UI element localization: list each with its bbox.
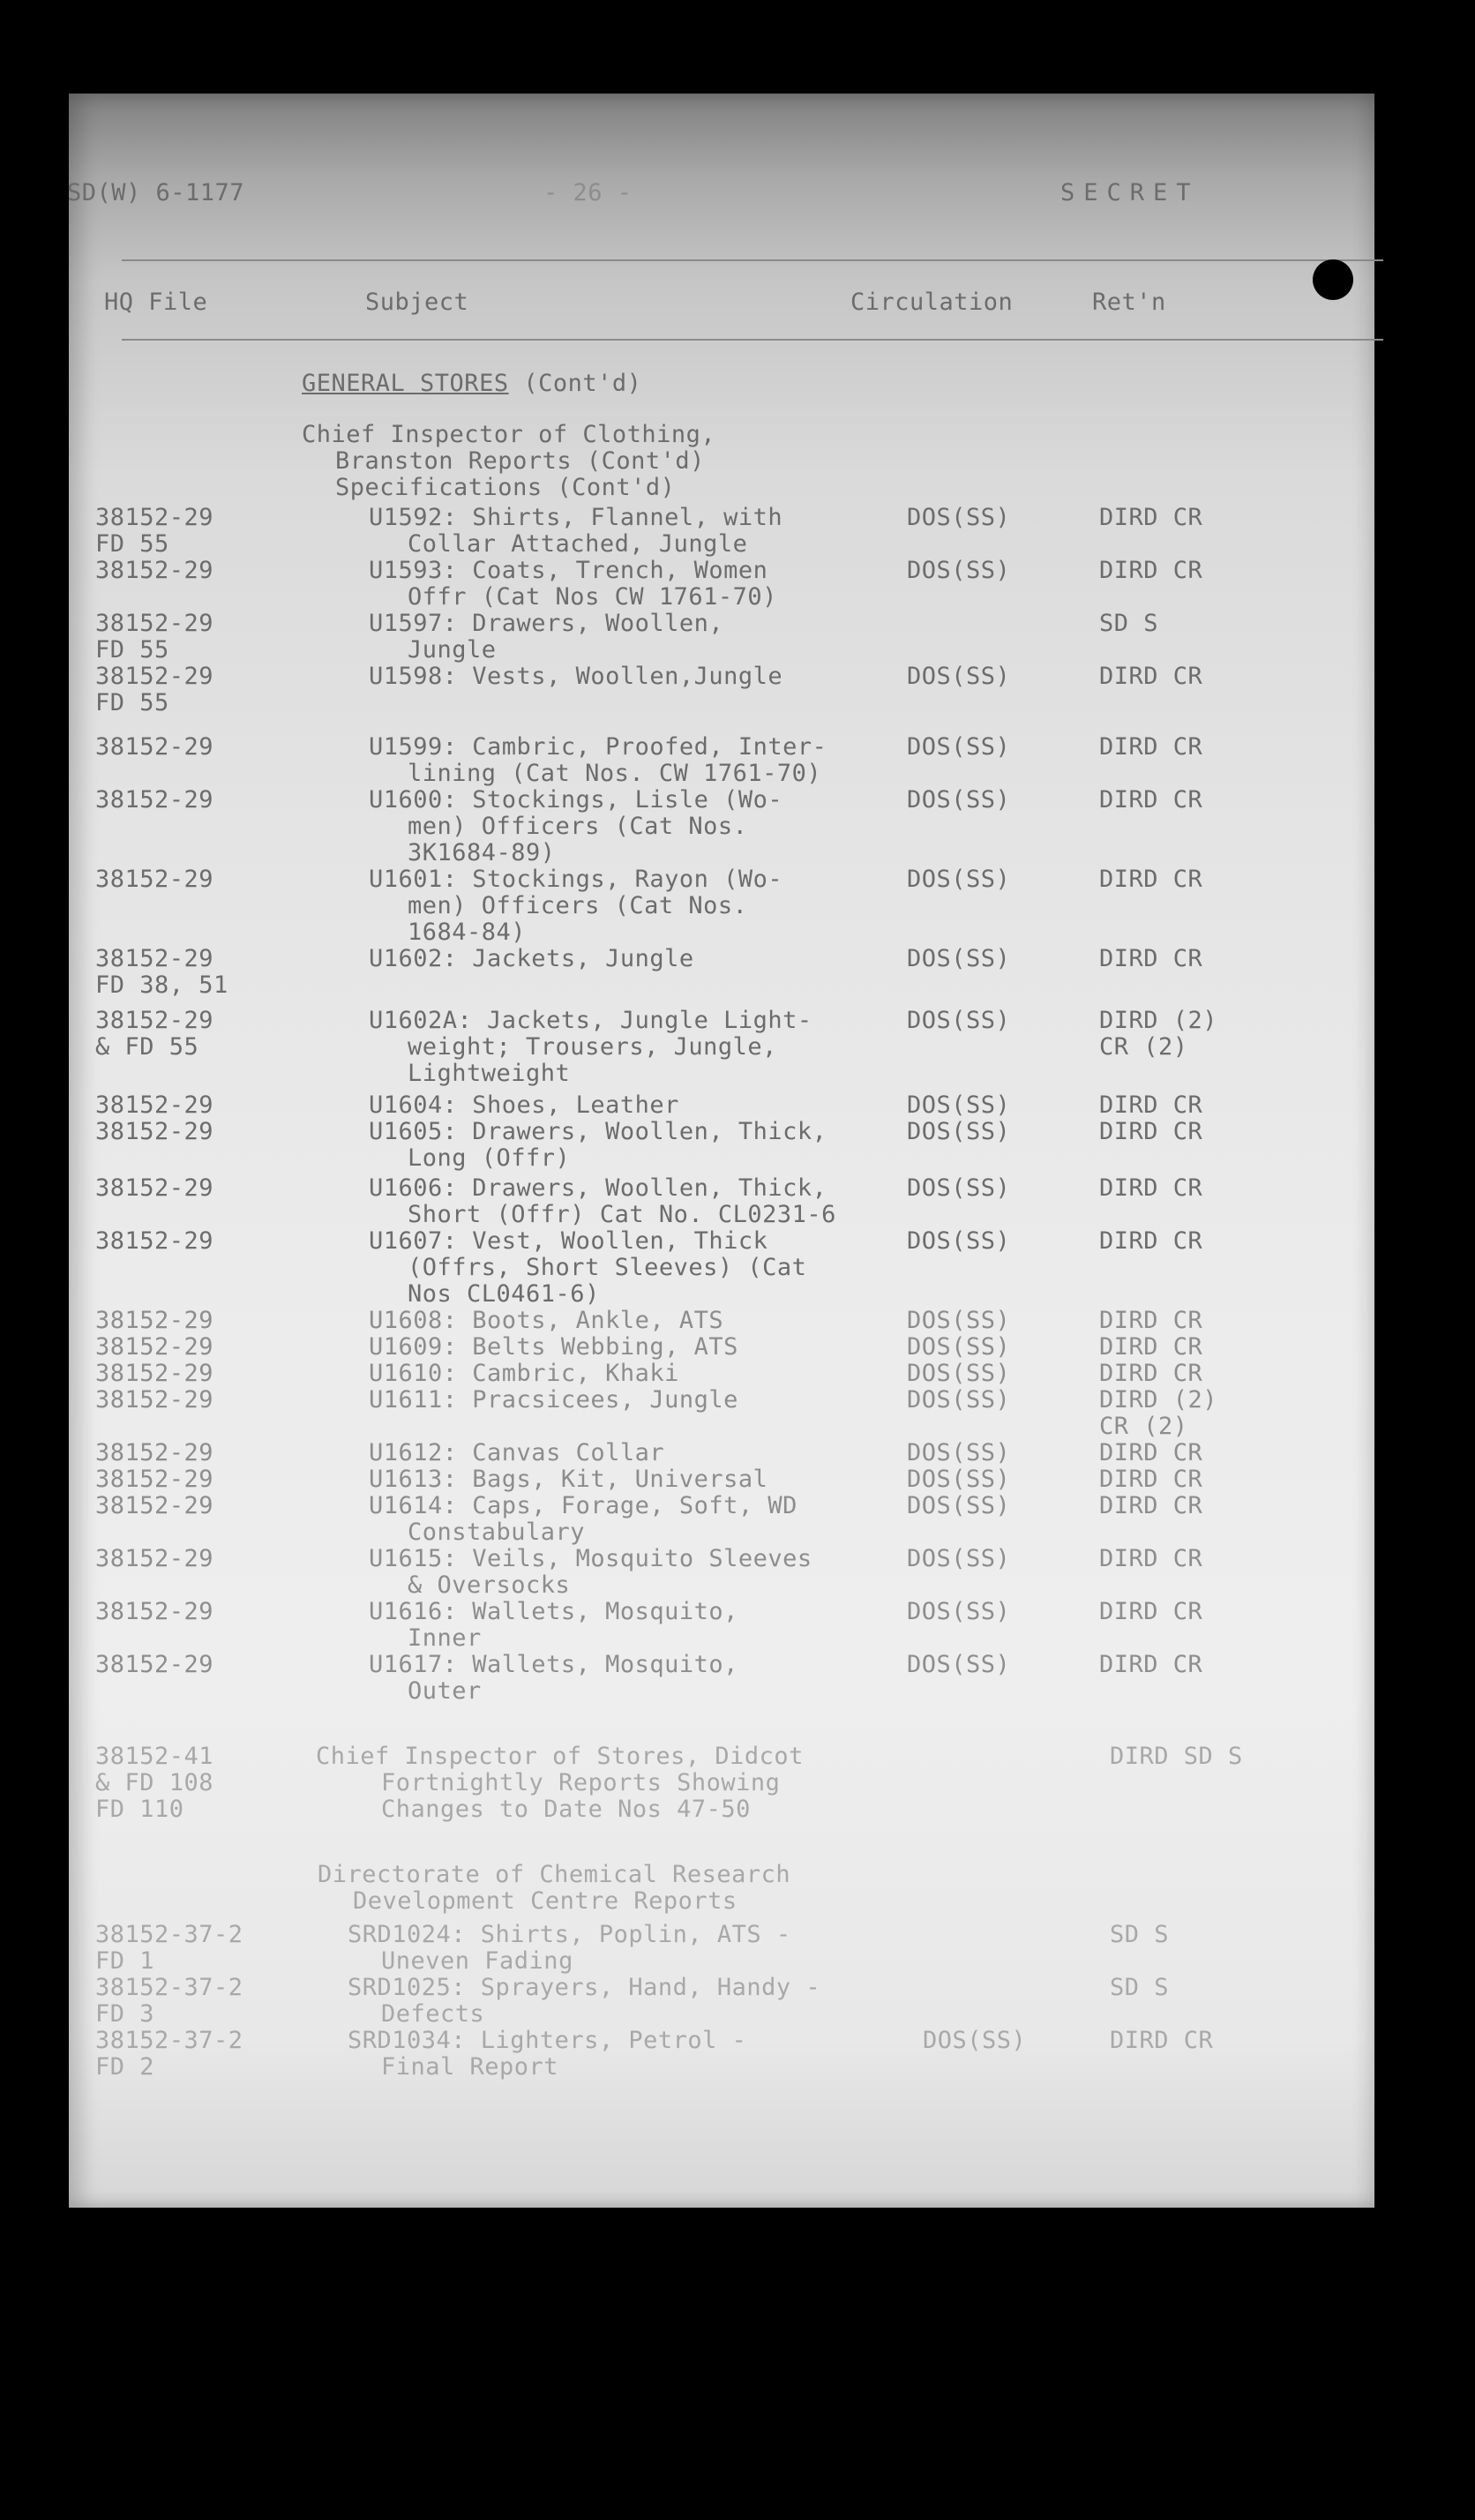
entry-subject: U1613: Bags, Kit, Universal [369,1466,768,1493]
entry-retention: DIRD SD S [1110,1743,1243,1770]
entry-file-ref: 38152-29 [95,1386,214,1414]
entry-retention: DIRD (2) [1099,1007,1218,1034]
header-rule-bottom [122,339,1383,341]
entry-retention: SD S [1110,1921,1170,1948]
entry-retention: CR (2) [1099,1033,1188,1061]
entry-circulation: DOS(SS) [907,1007,1011,1034]
entry-subject: Collar Attached, Jungle [408,530,748,558]
entry-circulation: DOS(SS) [907,1333,1011,1361]
entry-circulation: DOS(SS) [907,1118,1011,1145]
entry-file-ref: FD 38, 51 [95,971,228,999]
entry-subject: U1614: Caps, Forage, Soft, WD [369,1492,797,1519]
entry-retention: DIRD CR [1099,1466,1203,1493]
entry-file-ref: 38152-37-2 [95,1921,243,1948]
entry-circulation: DOS(SS) [907,1360,1011,1387]
entry-subject: U1616: Wallets, Mosquito, [369,1598,738,1625]
entry-subject: Long (Offr) [408,1144,571,1172]
entry-subject: lining (Cat Nos. CW 1761-70) [408,760,822,787]
page-number: - 26 - [543,179,633,206]
entry-circulation: DOS(SS) [907,663,1011,690]
entry-subject: U1599: Cambric, Proofed, Inter- [369,733,827,761]
entry-file-ref: 38152-29 [95,1307,214,1334]
entry-retention: DIRD CR [1099,1091,1203,1119]
entry-file-ref: 38152-29 [95,1360,214,1387]
entry-circulation: DOS(SS) [907,866,1011,893]
entry-subject: U1602: Jackets, Jungle [369,945,694,972]
entry-subject: U1610: Cambric, Khaki [369,1360,679,1387]
entry-subject: (Offrs, Short Sleeves) (Cat [408,1254,807,1281]
entry-file-ref: FD 55 [95,636,169,664]
entry-subject: Final Report [381,2053,559,2081]
entry-retention: DIRD CR [1110,2027,1214,2054]
entry-subject: U1612: Canvas Collar [369,1439,665,1466]
entry-file-ref: 38152-37-2 [95,2027,243,2054]
entry-file-ref: 38152-29 [95,1545,214,1572]
entry-retention: DIRD CR [1099,786,1203,814]
entry-file-ref: 38152-29 [95,945,214,972]
entry-subject: Outer [408,1677,482,1705]
entry-retention: DIRD CR [1099,1333,1203,1361]
entry-subject: & Oversocks [408,1571,571,1599]
entry-subject: Fortnightly Reports Showing [381,1769,781,1796]
punch-hole [1313,259,1353,300]
entry-subject: U1598: Vests, Woollen,Jungle [369,663,783,690]
entry-subject: U1615: Veils, Mosquito Sleeves [369,1545,812,1572]
entry-subject: U1602A: Jackets, Jungle Light- [369,1007,812,1034]
header-rule-top [122,259,1383,261]
entry-retention: DIRD (2) [1099,1386,1218,1414]
entry-file-ref: 38152-29 [95,1492,214,1519]
entry-file-ref: 38152-41 [95,1743,214,1770]
entry-retention: DIRD CR [1099,1545,1203,1572]
entry-subject: U1601: Stockings, Rayon (Wo- [369,866,783,893]
entry-subject: U1605: Drawers, Woollen, Thick, [369,1118,827,1145]
entry-subject: 1684-84) [408,919,527,946]
entry-subject: U1609: Belts Webbing, ATS [369,1333,738,1361]
entry-subject: Chief Inspector of Stores, Didcot [316,1743,804,1770]
entry-circulation: DOS(SS) [907,945,1011,972]
entry-file-ref: 38152-29 [95,557,214,584]
entry-retention: DIRD CR [1099,504,1203,531]
entry-file-ref: FD 1 [95,1947,155,1975]
entry-subject: Nos CL0461-6) [408,1280,600,1308]
entry-file-ref: 38152-29 [95,1651,214,1678]
entry-file-ref: 38152-29 [95,1466,214,1493]
entry-circulation: DOS(SS) [907,1651,1011,1678]
entry-circulation: DOS(SS) [907,1492,1011,1519]
entry-subject: U1617: Wallets, Mosquito, [369,1651,738,1678]
entry-retention: DIRD CR [1099,1118,1203,1145]
entry-retention: DIRD CR [1099,1492,1203,1519]
entry-subject: Defects [381,2000,485,2028]
subsection-heading-line: Chief Inspector of Clothing, [302,421,716,448]
entry-subject: SRD1034: Lighters, Petrol - [348,2027,747,2054]
entry-subject: U1597: Drawers, Woollen, [369,610,724,637]
entry-subject: Changes to Date Nos 47-50 [381,1796,751,1823]
entry-subject: SRD1025: Sprayers, Hand, Handy - [348,1974,821,2001]
entry-circulation: DOS(SS) [907,557,1011,584]
entry-file-ref: 38152-29 [95,1118,214,1145]
entry-subject: U1606: Drawers, Woollen, Thick, [369,1174,827,1202]
entry-file-ref: 38152-29 [95,733,214,761]
entry-subject: weight; Trousers, Jungle, [408,1033,777,1061]
entry-file-ref: 38152-29 [95,610,214,637]
subsection-heading-line: Development Centre Reports [353,1887,738,1915]
column-header-circulation: Circulation [850,289,1014,316]
entry-retention: SD S [1110,1974,1170,2001]
entry-retention: DIRD CR [1099,1598,1203,1625]
entry-file-ref: 38152-29 [95,1598,214,1625]
entry-retention: DIRD CR [1099,557,1203,584]
entry-retention: SD S [1099,610,1159,637]
column-header-file: HQ File [104,289,208,316]
entry-retention: DIRD CR [1099,1227,1203,1255]
entry-retention: DIRD CR [1099,1360,1203,1387]
entry-retention: DIRD CR [1099,1174,1203,1202]
entry-circulation: DOS(SS) [907,733,1011,761]
entry-circulation: DOS(SS) [907,1545,1011,1572]
entry-circulation: DOS(SS) [907,1091,1011,1119]
entry-circulation: DOS(SS) [907,1439,1011,1466]
entry-circulation: DOS(SS) [907,1307,1011,1334]
entry-retention: DIRD CR [1099,866,1203,893]
entry-retention: DIRD CR [1099,663,1203,690]
entry-circulation: DOS(SS) [923,2027,1027,2054]
entry-file-ref: FD 55 [95,530,169,558]
entry-subject: men) Officers (Cat Nos. [408,892,748,919]
entry-circulation: DOS(SS) [907,786,1011,814]
entry-file-ref: FD 55 [95,689,169,716]
entry-retention: DIRD CR [1099,945,1203,972]
entry-circulation: DOS(SS) [907,1598,1011,1625]
entry-subject: U1600: Stockings, Lisle (Wo- [369,786,783,814]
entry-file-ref: 38152-29 [95,1091,214,1119]
entry-file-ref: FD 110 [95,1796,184,1823]
entry-file-ref: 38152-29 [95,1174,214,1202]
entry-subject: Short (Offr) Cat No. CL0231-6 [408,1201,836,1228]
entry-file-ref: 38152-29 [95,1227,214,1255]
entry-subject: 3K1684-89) [408,839,556,866]
entry-circulation: DOS(SS) [907,1386,1011,1414]
entry-circulation: DOS(SS) [907,1227,1011,1255]
column-header-retn: Ret'n [1092,289,1166,316]
document-reference: SD(W) 6-1177 [67,179,245,206]
entry-file-ref: 38152-29 [95,866,214,893]
entry-file-ref: 38152-29 [95,1007,214,1034]
entry-subject: U1592: Shirts, Flannel, with [369,504,783,531]
entry-subject: Uneven Fading [381,1947,573,1975]
entry-circulation: DOS(SS) [907,1174,1011,1202]
entry-file-ref: 38152-29 [95,1333,214,1361]
document-page [69,94,1374,2208]
entry-subject: men) Officers (Cat Nos. [408,813,748,840]
entry-subject: U1608: Boots, Ankle, ATS [369,1307,724,1334]
entry-retention: DIRD CR [1099,1439,1203,1466]
entry-subject: Offr (Cat Nos CW 1761-70) [408,583,777,611]
section-title: GENERAL STORES (Cont'd) [302,370,642,397]
entry-file-ref: FD 3 [95,2000,155,2028]
column-header-subject: Subject [365,289,469,316]
classification-stamp: SECRET [1060,179,1200,206]
entry-retention: CR (2) [1099,1413,1188,1440]
entry-subject: U1611: Pracsicees, Jungle [369,1386,738,1414]
entry-file-ref: 38152-29 [95,663,214,690]
entry-subject: Jungle [408,636,497,664]
entry-retention: DIRD CR [1099,1651,1203,1678]
entry-file-ref: 38152-37-2 [95,1974,243,2001]
entry-retention: DIRD CR [1099,733,1203,761]
entry-circulation: DOS(SS) [907,504,1011,531]
entry-file-ref: 38152-29 [95,786,214,814]
subsection-heading-line: Specifications (Cont'd) [335,474,676,501]
entry-subject: U1604: Shoes, Leather [369,1091,679,1119]
entry-subject: Inner [408,1624,482,1652]
entry-subject: U1593: Coats, Trench, Women [369,557,768,584]
entry-subject: U1607: Vest, Woollen, Thick [369,1227,768,1255]
entry-retention: DIRD CR [1099,1307,1203,1334]
entry-subject: Lightweight [408,1060,571,1087]
entry-subject: SRD1024: Shirts, Poplin, ATS - [348,1921,791,1948]
entry-subject: Constabulary [408,1519,586,1546]
entry-file-ref: 38152-29 [95,1439,214,1466]
entry-file-ref: 38152-29 [95,504,214,531]
subsection-heading-line: Branston Reports (Cont'd) [335,447,705,475]
subsection-heading-line: Directorate of Chemical Research [318,1861,791,1888]
entry-circulation: DOS(SS) [907,1466,1011,1493]
entry-file-ref: FD 2 [95,2053,155,2081]
entry-file-ref: & FD 55 [95,1033,199,1061]
entry-file-ref: & FD 108 [95,1769,214,1796]
